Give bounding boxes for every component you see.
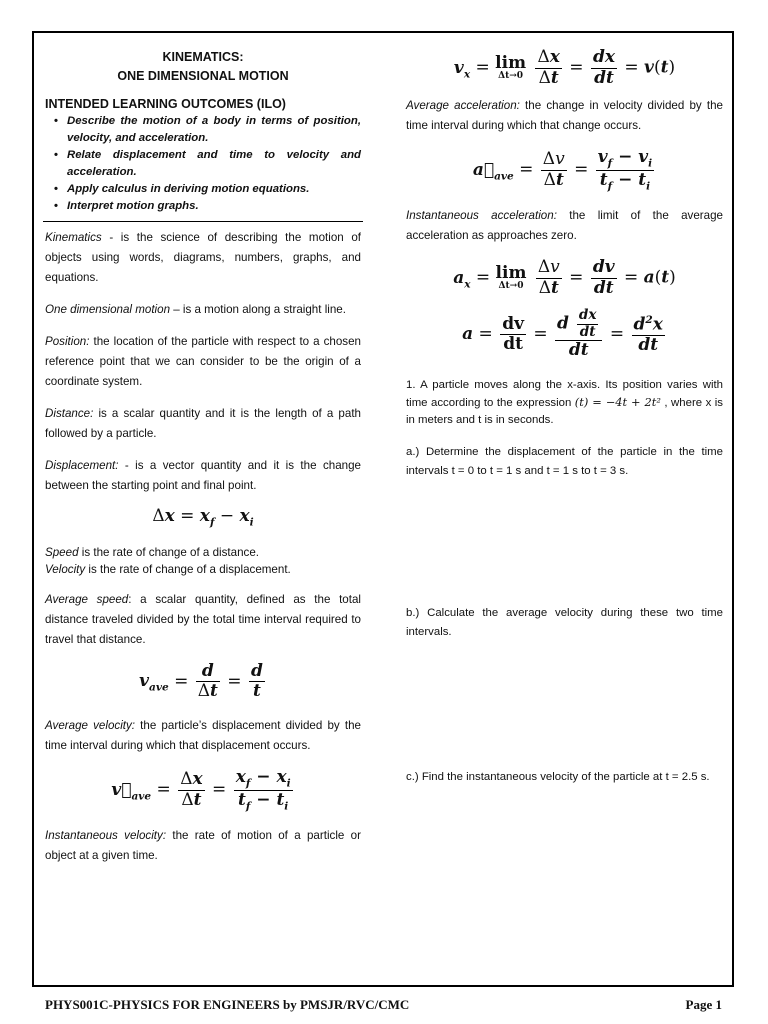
inst-accel-equation: $a_x = \lim$ Δt→0 $\frac{\Delta v}{\Delta t}$ = $\frac{dv}{dt}$ = a(t) bbox=[453, 257, 676, 298]
odm-definition: One dimensional motion – is a motion along a straight line. bbox=[45, 303, 346, 316]
inst-accel-definition: Instantaneous acceleration: the limit of the average acceleration as approaches zero. bbox=[406, 209, 723, 243]
list-item: • Interpret motion graphs. bbox=[67, 198, 361, 215]
problem-part-b: b.) Calculate the average velocity during these two time intervals. bbox=[406, 607, 723, 639]
list-item: • Relate displacement and time to velocity and acceleration. bbox=[67, 147, 361, 181]
displacement-definition: Displacement: - is a vector quantity and it is the change between the starting point and final point. bbox=[45, 459, 361, 492]
footer-page-number: Page 1 bbox=[685, 997, 722, 1012]
displacement-equation: $\Delta x = x_f - x_i$ bbox=[152, 506, 254, 529]
inst-velocity-definition: Instantaneous velocity: the rate of motion of a particle or object at a given time. bbox=[45, 829, 361, 863]
list-item: • Describe the motion of a body in terms of position, velocity, and acceleration. bbox=[67, 113, 361, 147]
divider bbox=[43, 221, 363, 222]
inst-velocity-equation: $v_x = \lim$ Δt→0 $\frac{\Delta x}{\Delta t}$ = $\frac{dx}{dt}$ = v(t) bbox=[453, 47, 676, 88]
problem-statement: 1. A particle moves along the x-axis. Its position varies with time according to the expression (t) = −4t + 2t² , where x is in meters and t is in seconds. bbox=[406, 379, 723, 427]
avg-velocity-equation: $v⃗_{ave}$ = $\frac{\Delta x}{\Delta t}$ = $\frac{x_f - x_i}{t_f - t_i}$ bbox=[111, 767, 291, 812]
speed-velocity-definition: Speed is the rate of change of a distance. Velocity is the rate of change of a displacement. bbox=[45, 545, 291, 576]
problem-part-c: c.) Find the instantaneous velocity of the particle at t = 2.5 s. bbox=[406, 771, 710, 784]
position-definition: Position: the location of the particle with respect to a chosen reference point that we can consider to be the origin of a coordinate system. bbox=[45, 335, 361, 388]
list-item: • Apply calculus in deriving motion equations. bbox=[67, 181, 361, 198]
left-column bbox=[45, 48, 361, 878]
right-column bbox=[406, 48, 723, 801]
second-derivative-equation: a = $\frac{dv}{dt}$ = d $\frac{dx}{dt}$ dt = $\frac{d^2x}{dt}$ bbox=[462, 307, 663, 361]
avg-accel-definition: Average acceleration: the change in velocity divided by the time interval during which that change occurs. bbox=[406, 99, 723, 133]
distance-definition: Distance: is a scalar quantity and it is the length of a path followed by a particle. bbox=[45, 407, 361, 440]
kinematics-definition: Kinematics - is the science of describing the motion of objects using words, diagrams, numbers, graphs, and equations. bbox=[45, 231, 361, 284]
ilo-list bbox=[45, 113, 361, 215]
page-title: KINEMATICS: ONE DIMENSIONAL MOTION bbox=[117, 50, 289, 83]
avg-speed-definition: Average speed: a scalar quantity, defined as the total distance traveled divided by the total time interval required to travel that distance. bbox=[45, 592, 361, 646]
avg-accel-equation: $a⃗_{ave}$ = $\frac{\Delta v}{\Delta t}$ = $\frac{v_f - v_i}{t_f - t_i}$ bbox=[472, 147, 653, 192]
problem-part-a: a.) Determine the displacement of the particle in the time intervals t = 0 to t = 1 s and t = 1 s to t = 3 s. bbox=[406, 446, 723, 478]
avg-speed-equation: $v_{ave}$ = $\frac{d}{\Delta t}$ = $\frac{d}{t}$ bbox=[139, 660, 263, 702]
footer-course: PHYS001C-PHYSICS FOR ENGINEERS by PMSJR/RVC/CMC bbox=[45, 997, 410, 1012]
ilo-heading: INTENDED LEARNING OUTCOMES (ILO) bbox=[45, 97, 286, 111]
avg-velocity-definition: Average velocity: the particle’s displacement divided by the time interval during which that displacement occurs. bbox=[45, 719, 361, 753]
